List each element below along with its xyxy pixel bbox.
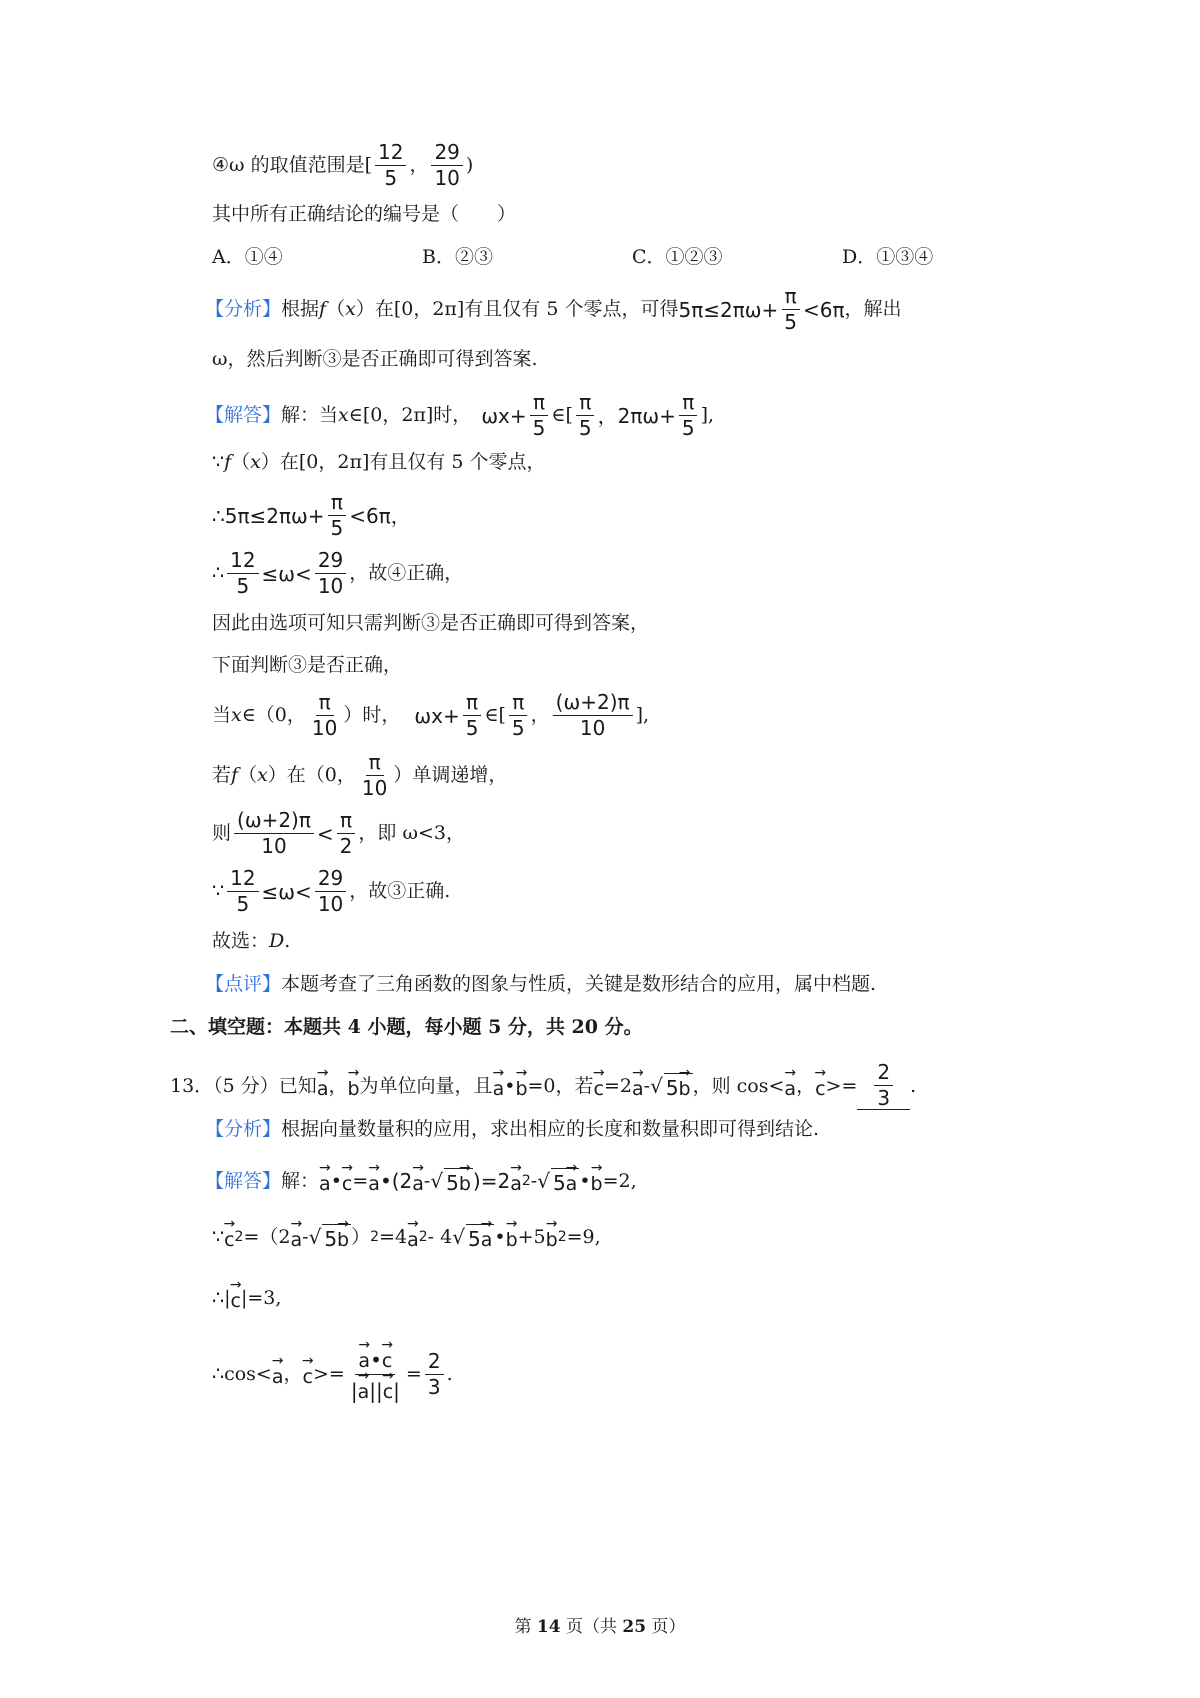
text: ， bbox=[796, 1074, 816, 1097]
vector-a: → a bbox=[319, 1169, 331, 1194]
solution-1-line7 bbox=[212, 692, 649, 739]
sqrt-content bbox=[444, 1168, 473, 1194]
solution-1-line10 bbox=[212, 868, 450, 915]
num: π bbox=[679, 392, 697, 416]
dot: • bbox=[330, 1169, 342, 1192]
radicand: 5 bbox=[552, 1171, 566, 1195]
text: . bbox=[446, 1362, 453, 1385]
superscript: 2 bbox=[418, 1229, 428, 1245]
text: +5 bbox=[517, 1225, 546, 1248]
num: π bbox=[328, 492, 346, 516]
vector-b: → b bbox=[459, 1169, 471, 1194]
den: 5 bbox=[511, 716, 525, 740]
analysis-tag: 【分析】 bbox=[205, 1118, 282, 1140]
math: ωx+ bbox=[414, 703, 460, 728]
solution-1-line4 bbox=[212, 550, 463, 597]
vector-c: → c bbox=[231, 1286, 241, 1311]
fraction bbox=[463, 692, 482, 739]
analysis-1 bbox=[205, 286, 902, 333]
num: 2 bbox=[874, 1062, 893, 1086]
vector-a: → a bbox=[358, 1346, 370, 1372]
vector-b: → b bbox=[546, 1225, 558, 1250]
num: π bbox=[782, 286, 800, 310]
text: （ bbox=[231, 451, 251, 473]
den: 10 bbox=[434, 166, 460, 190]
num: 12 bbox=[227, 868, 258, 892]
option-d: D．①③④ bbox=[842, 246, 934, 268]
vector-b: → b bbox=[515, 1074, 527, 1099]
den: 3 bbox=[877, 1086, 891, 1110]
text: . bbox=[284, 930, 291, 952]
superscript: 2 bbox=[234, 1229, 244, 1245]
text: ∈[ bbox=[484, 704, 506, 726]
page-number: 14 bbox=[536, 1617, 561, 1637]
text: |=3, bbox=[240, 1287, 282, 1309]
fraction bbox=[553, 692, 633, 739]
review bbox=[205, 975, 876, 994]
vector-a: → a bbox=[784, 1074, 796, 1099]
text: ∈[0，2π]时， bbox=[348, 404, 472, 426]
bar: | bbox=[350, 1378, 358, 1403]
text: =0，若 bbox=[527, 1074, 594, 1097]
text: 13．（5 分）已知 bbox=[170, 1074, 317, 1097]
var-x: x bbox=[345, 298, 356, 320]
fraction bbox=[431, 142, 462, 189]
sqrt-content bbox=[322, 1224, 351, 1250]
analysis-text: 根据向量数量积的应用，求出相应的长度和数量积即可得到结论. bbox=[281, 1118, 820, 1140]
sqrt-symbol: √ bbox=[452, 1225, 465, 1249]
fraction bbox=[530, 392, 549, 439]
solution-1-line8 bbox=[212, 752, 507, 799]
sqrt-symbol: √ bbox=[650, 1074, 663, 1098]
text: . bbox=[910, 1074, 917, 1097]
text: 若 bbox=[212, 764, 232, 786]
vector-a: → a bbox=[272, 1362, 284, 1387]
den: 5 bbox=[236, 892, 250, 916]
var-x: x bbox=[250, 451, 261, 473]
num: 2 bbox=[425, 1351, 444, 1375]
math: 5π≤2πω+ bbox=[678, 297, 779, 322]
math: <6π， bbox=[349, 503, 411, 528]
text: ）在（0， bbox=[267, 764, 356, 786]
vector-a: → a bbox=[632, 1074, 644, 1099]
vector-a: → a bbox=[407, 1225, 419, 1250]
bar: || bbox=[369, 1378, 383, 1403]
math: <6π bbox=[803, 297, 845, 322]
review-text: 本题考查了三角函数的图象与性质，关键是数形结合的应用，属中档题. bbox=[281, 973, 877, 995]
num: π bbox=[530, 392, 548, 416]
fraction bbox=[425, 1348, 444, 1399]
solution-2-line2 bbox=[212, 1224, 601, 1250]
sqrt-symbol: √ bbox=[430, 1169, 444, 1193]
suffix: ) bbox=[465, 154, 474, 176]
den: 10 bbox=[261, 834, 287, 858]
text: ∈[ bbox=[551, 404, 573, 426]
fraction bbox=[375, 142, 406, 189]
item4-prefix: ④ω 的取值范围是[ bbox=[212, 154, 372, 176]
superscript: 2 bbox=[521, 1173, 531, 1189]
dot: • bbox=[579, 1169, 591, 1192]
vector-c: → c bbox=[594, 1074, 604, 1099]
fraction bbox=[781, 286, 800, 333]
sqrt-content bbox=[664, 1073, 693, 1099]
radicand: 5 bbox=[467, 1227, 481, 1251]
den: 10 bbox=[361, 776, 388, 800]
question-13 bbox=[170, 1062, 916, 1110]
den: 10 bbox=[317, 892, 344, 916]
dot: • bbox=[504, 1074, 516, 1097]
vector-a: → a bbox=[481, 1225, 493, 1250]
num: 29 bbox=[315, 550, 346, 574]
text: ∴ bbox=[212, 562, 225, 584]
text: ，故④正确， bbox=[349, 562, 464, 584]
text: ， bbox=[530, 704, 550, 726]
den: 5 bbox=[532, 416, 546, 440]
text: =2, bbox=[602, 1169, 637, 1192]
text: - bbox=[302, 1225, 309, 1248]
vector-c: → c bbox=[303, 1362, 313, 1387]
solution-1-line1 bbox=[205, 392, 714, 439]
total-pages: 25 bbox=[622, 1617, 647, 1637]
item-4 bbox=[212, 142, 473, 189]
math: )=2 bbox=[472, 1169, 511, 1193]
question-text: 其中所有正确结论的编号是（ ） bbox=[212, 203, 517, 225]
text: ）单调递增， bbox=[393, 764, 508, 786]
text: 为单位向量，且 bbox=[359, 1074, 493, 1097]
text: ）时， bbox=[343, 704, 401, 726]
den: 5 bbox=[784, 310, 798, 334]
den: 3 bbox=[427, 1374, 441, 1399]
den: 5 bbox=[465, 716, 479, 740]
text: ∈（0， bbox=[241, 704, 306, 726]
vector-c: → c bbox=[342, 1169, 352, 1194]
den: 5 bbox=[681, 416, 695, 440]
num: π bbox=[316, 692, 334, 716]
text: 则 bbox=[212, 822, 232, 844]
vector-b: → b bbox=[591, 1169, 603, 1194]
solution-2-line1 bbox=[205, 1168, 637, 1194]
num: 12 bbox=[227, 550, 258, 574]
vector-b: → b bbox=[679, 1074, 691, 1099]
solution-tag: 【解答】 bbox=[205, 1169, 282, 1192]
text: ， bbox=[328, 1074, 348, 1097]
text: >= bbox=[312, 1362, 345, 1385]
den: 10 bbox=[311, 716, 338, 740]
text: ，解出 bbox=[844, 298, 902, 320]
text: ） bbox=[351, 1225, 371, 1248]
fraction bbox=[315, 550, 346, 597]
math: ωx+ bbox=[481, 403, 527, 428]
answer-letter: D bbox=[269, 930, 285, 952]
text: 根据 bbox=[281, 298, 320, 320]
options-row bbox=[212, 248, 933, 267]
text: （ bbox=[238, 764, 258, 786]
den: 5 bbox=[330, 516, 344, 540]
text: 解： bbox=[281, 1169, 320, 1192]
text: = bbox=[405, 1362, 422, 1385]
den: 10 bbox=[579, 716, 606, 740]
text: ）在[0，2π]有且仅有 5 个零点，可得 bbox=[355, 298, 679, 320]
option-a: A．①④ bbox=[212, 246, 283, 268]
vector-a: → a bbox=[412, 1169, 424, 1194]
text: =9, bbox=[566, 1225, 601, 1248]
analysis-2 bbox=[205, 1120, 819, 1139]
var-x: x bbox=[231, 704, 242, 726]
radicand: 5 bbox=[446, 1171, 459, 1195]
num: π bbox=[509, 692, 527, 716]
math: ≤ω< bbox=[261, 879, 312, 904]
text: 页（共 bbox=[560, 1617, 623, 1637]
num: π bbox=[576, 392, 594, 416]
solution-1-line11 bbox=[212, 932, 290, 951]
text: ∴| bbox=[212, 1287, 231, 1309]
den: 5 bbox=[384, 166, 398, 190]
text: =（2 bbox=[243, 1225, 291, 1248]
text: ）在[0，2π]有且仅有 5 个零点， bbox=[260, 451, 546, 473]
fraction bbox=[337, 810, 356, 857]
superscript: 2 bbox=[370, 1229, 380, 1245]
radicand: 5 bbox=[324, 1227, 338, 1251]
fraction bbox=[227, 550, 258, 597]
text: （ bbox=[326, 298, 346, 320]
fraction bbox=[679, 392, 698, 439]
den: 10 bbox=[317, 574, 344, 598]
den: 5 bbox=[578, 416, 592, 440]
analysis-tag: 【分析】 bbox=[205, 298, 282, 320]
den: 5 bbox=[236, 574, 250, 598]
vector-a: → a bbox=[317, 1074, 329, 1099]
solution-1-line2 bbox=[212, 453, 546, 472]
text: ], bbox=[635, 704, 650, 726]
vector-b: → b bbox=[506, 1225, 518, 1250]
superscript: 2 bbox=[557, 1229, 567, 1245]
option-b: B．②③ bbox=[422, 246, 493, 268]
fraction bbox=[234, 810, 314, 857]
vector-c: → c bbox=[815, 1074, 825, 1099]
text: - 4 bbox=[427, 1225, 453, 1248]
vector-a: → a bbox=[493, 1074, 505, 1099]
fraction bbox=[509, 692, 528, 739]
dot: • bbox=[370, 1348, 382, 1372]
text: 页） bbox=[646, 1617, 686, 1637]
math: < bbox=[316, 821, 334, 846]
num: 12 bbox=[375, 142, 406, 166]
num: 29 bbox=[431, 142, 462, 166]
solution-tag: 【解答】 bbox=[205, 404, 282, 426]
var-f: f bbox=[224, 451, 232, 473]
text: ，则 cos< bbox=[692, 1074, 785, 1097]
text: =2 bbox=[603, 1074, 632, 1097]
num: π bbox=[337, 810, 355, 834]
vector-a: → a bbox=[566, 1169, 578, 1194]
sep: ， bbox=[409, 154, 429, 176]
num: (ω+2)π bbox=[234, 810, 314, 834]
vector-a: → a bbox=[358, 1377, 370, 1403]
solution-1-line3 bbox=[212, 492, 411, 539]
section-2-heading: 二、填空题：本题共 4 小题，每小题 5 分，共 20 分。 bbox=[170, 1016, 643, 1038]
answer-blank bbox=[857, 1062, 910, 1110]
fraction bbox=[315, 868, 346, 915]
text: - bbox=[643, 1074, 651, 1097]
solution-2-line3 bbox=[212, 1286, 281, 1311]
sqrt-symbol: √ bbox=[308, 1225, 322, 1249]
option-c: C．①②③ bbox=[632, 246, 723, 268]
vector-c: → c bbox=[383, 1377, 393, 1403]
math: ≤ω< bbox=[261, 561, 312, 586]
fraction bbox=[874, 1062, 893, 1109]
fraction bbox=[309, 692, 340, 739]
text: 第 bbox=[514, 1617, 537, 1637]
var-f: f bbox=[319, 298, 327, 320]
vector-c: → c bbox=[382, 1346, 392, 1372]
sqrt-content bbox=[551, 1168, 579, 1194]
analysis-1-line2: ω，然后判断③是否正确即可得到答案. bbox=[212, 348, 538, 370]
text: 故选： bbox=[212, 930, 270, 952]
den: 2 bbox=[339, 834, 353, 858]
text: = bbox=[352, 1169, 369, 1192]
math: ∴5π≤2πω+ bbox=[212, 503, 325, 528]
text: - bbox=[530, 1169, 538, 1192]
review-tag: 【点评】 bbox=[205, 973, 282, 995]
text: ∵ bbox=[212, 880, 225, 902]
math: ，2πω+ bbox=[597, 403, 676, 428]
page-footer bbox=[0, 1612, 1200, 1637]
text: ，即 ω<3， bbox=[358, 822, 465, 844]
text: ], bbox=[700, 404, 715, 426]
vector-b: → b bbox=[347, 1074, 359, 1099]
solution-1-line9 bbox=[212, 810, 465, 857]
fraction bbox=[359, 752, 390, 799]
vector-a: → a bbox=[290, 1225, 302, 1250]
num: π bbox=[366, 752, 384, 776]
vector-c: → c bbox=[224, 1225, 234, 1250]
fraction bbox=[328, 492, 347, 539]
text: =4 bbox=[379, 1225, 408, 1248]
math: •(2 bbox=[379, 1169, 413, 1193]
dot: • bbox=[494, 1225, 506, 1248]
den bbox=[348, 1375, 403, 1403]
num: π bbox=[463, 692, 481, 716]
var-x: x bbox=[257, 764, 268, 786]
text: ，故③正确. bbox=[349, 880, 451, 902]
sqrt-content bbox=[466, 1224, 494, 1250]
num: (ω+2)π bbox=[553, 692, 633, 716]
radicand: 5 bbox=[665, 1076, 679, 1100]
text: ， bbox=[283, 1362, 303, 1385]
fraction bbox=[576, 392, 595, 439]
vector-b: → b bbox=[337, 1225, 349, 1250]
vector-a: → a bbox=[368, 1169, 380, 1194]
fraction bbox=[227, 868, 258, 915]
text: 当 bbox=[212, 704, 232, 726]
fraction bbox=[348, 1346, 403, 1403]
bar: | bbox=[393, 1378, 400, 1403]
var-f: f bbox=[231, 764, 239, 786]
solution-2-line4 bbox=[212, 1346, 453, 1403]
text: ∴cos< bbox=[212, 1362, 272, 1385]
num: 29 bbox=[315, 868, 346, 892]
solution-1-line6: 下面判断③是否正确， bbox=[212, 654, 403, 676]
text: - bbox=[423, 1169, 431, 1192]
text: 解：当 bbox=[281, 404, 339, 426]
text: >= bbox=[825, 1074, 858, 1097]
text: ∵ bbox=[212, 1225, 225, 1248]
sqrt-symbol: √ bbox=[537, 1169, 550, 1193]
text: ∵ bbox=[212, 451, 225, 473]
vector-a: → a bbox=[510, 1169, 522, 1194]
var-x: x bbox=[338, 404, 349, 426]
solution-1-line5: 因此由选项可知只需判断③是否正确即可得到答案， bbox=[212, 612, 650, 634]
